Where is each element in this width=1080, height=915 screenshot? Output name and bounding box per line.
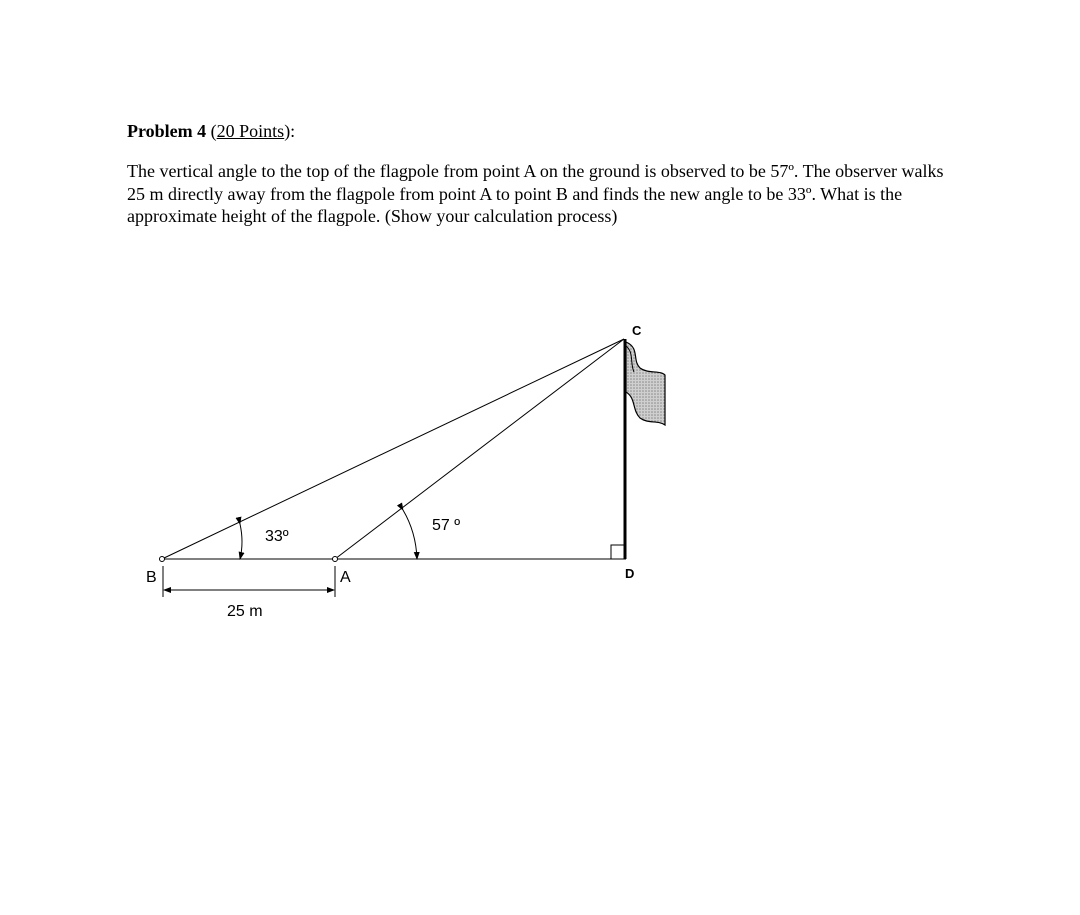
problem-title: Problem 4 — [127, 121, 207, 141]
points-label: 20 Points — [216, 121, 285, 141]
problem-statement: The vertical angle to the top of the flagpole from point A on the ground is observed to be 57º. The observer walks 25 m directly away from the flagpole from point A to point B and finds the new angle to be 33º. What is the approximate height of the flagpole. (Show your calculation process) — [127, 161, 944, 226]
sight-line-a-c — [335, 339, 624, 559]
label-point-c: C — [632, 323, 642, 338]
right-angle-marker — [611, 545, 625, 559]
label-distance: 25 m — [227, 603, 263, 620]
label-point-b: B — [146, 569, 157, 586]
label-point-a: A — [340, 569, 351, 586]
angle-arc-b — [240, 524, 242, 559]
flag — [626, 342, 665, 425]
angle-arc-a — [403, 510, 417, 559]
point-b-dot — [160, 557, 165, 562]
points-close: ): — [284, 121, 296, 141]
label-point-d: D — [625, 566, 635, 581]
label-angle-a: 57 º — [432, 517, 461, 534]
point-a-dot — [333, 557, 338, 562]
sight-line-b-c — [162, 339, 624, 559]
points-open: ( — [206, 121, 217, 141]
label-angle-b: 33º — [265, 528, 289, 545]
